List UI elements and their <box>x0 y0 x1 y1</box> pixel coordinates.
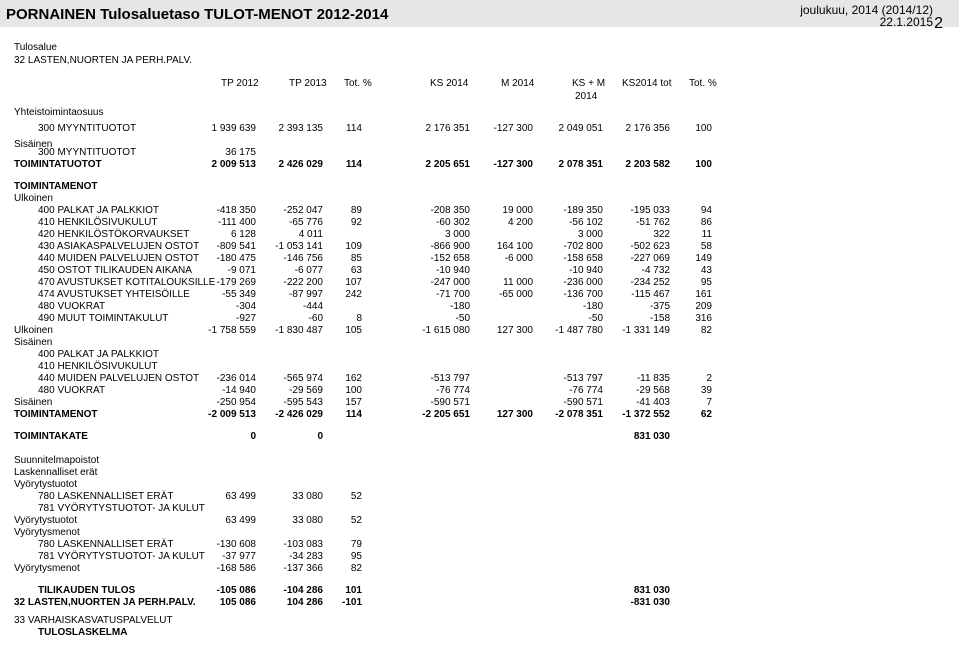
cell-tot1: 105 <box>345 325 362 336</box>
cell-ksm: -56 102 <box>569 217 603 228</box>
cell-kstot: 322 <box>653 229 670 240</box>
cell-tp2013: -87 997 <box>289 289 323 300</box>
cell-tot2: 94 <box>700 205 712 216</box>
row-label: 420 HENKILÖSTÖKORVAUKSET <box>38 229 190 240</box>
row-label: Sisäinen <box>14 397 53 408</box>
cell-kstot: -4 732 <box>641 265 670 276</box>
cell-tot1: 79 <box>350 539 362 550</box>
cell-ks2014: -60 302 <box>436 217 470 228</box>
col-header-tot2: Tot. % <box>689 78 717 89</box>
cell-ksm: 3 000 <box>577 229 603 240</box>
row-label: 400 PALKAT JA PALKKIOT <box>38 349 159 360</box>
col-header-tp2013: TP 2013 <box>289 78 327 89</box>
cell-tot1: 8 <box>356 313 362 324</box>
cell-tp2013: -104 286 <box>283 585 323 596</box>
cell-ksm: -180 <box>582 301 603 312</box>
cell-tot2: 7 <box>706 397 712 408</box>
cell-tp2012: -927 <box>235 313 256 324</box>
cell-kstot: -158 <box>649 313 670 324</box>
cell-kstot: -115 467 <box>631 289 670 300</box>
cell-kstot: 831 030 <box>633 585 670 596</box>
cell-ksm: 2 049 051 <box>558 123 603 134</box>
row-label: 490 MUUT TOIMINTAKULUT <box>38 313 169 324</box>
row-label: 781 VYÖRYTYSTUOTOT- JA KULUT <box>38 503 205 514</box>
report-title: PORNAINEN Tulosaluetaso TULOT-MENOT 2012-2014 <box>6 6 389 23</box>
cell-ks2014: -247 000 <box>430 277 470 288</box>
cell-tp2012: 0 <box>250 431 256 442</box>
cell-tp2012: -105 086 <box>216 585 256 596</box>
cell-tp2012: 2 009 513 <box>211 159 256 170</box>
row-label: Vyörytystuotot <box>14 479 77 490</box>
cell-kstot: -51 762 <box>636 217 670 228</box>
row-label: Suunnitelmapoistot <box>14 455 100 466</box>
cell-tot2: 161 <box>695 289 712 300</box>
cell-tp2012: -168 586 <box>216 563 256 574</box>
cell-tot1: -101 <box>341 597 362 608</box>
cell-tp2012: -1 758 559 <box>208 325 256 336</box>
cell-ks2014: 2 176 351 <box>425 123 470 134</box>
cell-tp2013: -146 756 <box>283 253 323 264</box>
report-print-date: 22.1.2015 <box>879 15 933 29</box>
row-label: 440 MUIDEN PALVELUJEN OSTOT <box>38 253 200 264</box>
row-label: Vyörytysmenot <box>14 527 80 538</box>
row-label: 430 ASIAKASPALVELUJEN OSTOT <box>38 241 200 252</box>
cell-ks2014: -590 571 <box>430 397 470 408</box>
row-label: 781 VYÖRYTYSTUOTOT- JA KULUT <box>38 551 205 562</box>
cell-tp2012: -37 977 <box>222 551 256 562</box>
cell-kstot: -1 372 552 <box>622 409 670 420</box>
cell-tot1: 107 <box>345 277 362 288</box>
cell-tp2012: -14 940 <box>222 385 256 396</box>
cell-tp2013: -103 083 <box>283 539 323 550</box>
cell-ksm: -590 571 <box>563 397 603 408</box>
row-label: 450 OSTOT TILIKAUDEN AIKANA <box>38 265 192 276</box>
cell-tp2012: -304 <box>235 301 256 312</box>
cell-tot2: 43 <box>700 265 712 276</box>
row-label: Vyörytystuotot <box>14 515 77 526</box>
cell-ksm: -2 078 351 <box>555 409 603 420</box>
cell-kstot: -227 069 <box>630 253 670 264</box>
cell-tp2013: 33 080 <box>292 515 323 526</box>
cell-tot2: 62 <box>700 409 712 420</box>
cell-tot2: 95 <box>700 277 712 288</box>
cell-tot1: 92 <box>350 217 362 228</box>
cell-kstot: -375 <box>649 301 670 312</box>
cell-tp2012: -179 269 <box>216 277 256 288</box>
cell-ksm: -158 658 <box>563 253 603 264</box>
cell-tp2013: -222 200 <box>283 277 323 288</box>
cell-tp2013: -1 053 141 <box>275 241 323 252</box>
cell-kstot: 2 176 356 <box>625 123 670 134</box>
cell-ks2014: -152 658 <box>430 253 470 264</box>
cell-kstot: -831 030 <box>630 597 670 608</box>
cell-ksm: -10 940 <box>569 265 603 276</box>
cell-ks2014: -208 350 <box>430 205 470 216</box>
cell-tp2012: 63 499 <box>225 515 256 526</box>
cell-tot1: 52 <box>350 515 362 526</box>
row-label: TILIKAUDEN TULOS <box>38 585 136 596</box>
cell-ksm: -189 350 <box>563 205 603 216</box>
cell-tot1: 95 <box>350 551 362 562</box>
cell-tot2: 11 <box>701 229 712 240</box>
row-label: 480 VUOKRAT <box>38 385 106 396</box>
cell-kstot: -195 033 <box>630 205 670 216</box>
cell-m2014: -65 000 <box>499 289 533 300</box>
col-header-ksm: KS + M <box>572 78 606 89</box>
row-label: 480 VUOKRAT <box>38 301 106 312</box>
row-label: 780 LASKENNALLISET ERÄT <box>38 491 174 502</box>
cell-m2014: -127 300 <box>493 123 533 134</box>
cell-tot1: 114 <box>345 409 362 420</box>
row-label: Vyörytysmenot <box>14 563 80 574</box>
cell-kstot: -234 252 <box>630 277 670 288</box>
cell-kstot: -29 568 <box>636 385 670 396</box>
row-label: 780 LASKENNALLISET ERÄT <box>38 539 174 550</box>
cell-tot2: 86 <box>700 217 712 228</box>
cell-tp2013: 2 426 029 <box>278 159 323 170</box>
col-header-m2014: M 2014 <box>501 78 535 89</box>
cell-kstot: -11 835 <box>636 373 670 384</box>
cell-tot1: 82 <box>350 563 362 574</box>
cell-ks2014: -180 <box>449 301 470 312</box>
cell-tp2013: -137 366 <box>283 563 323 574</box>
col-header-ksm-year: 2014 <box>575 91 598 102</box>
cell-tot2: 2 <box>706 373 712 384</box>
cell-tp2012: -809 541 <box>216 241 256 252</box>
cell-tp2012: -418 350 <box>216 205 256 216</box>
cell-tp2013: -444 <box>302 301 323 312</box>
cell-tot1: 157 <box>345 397 362 408</box>
cell-tot1: 109 <box>345 241 362 252</box>
cell-m2014: 127 300 <box>496 325 533 336</box>
cell-tp2012: 105 086 <box>219 597 256 608</box>
cell-tot1: 101 <box>345 585 362 596</box>
cell-ks2014: -76 774 <box>436 385 470 396</box>
row-label: 300 MYYNTITUOTOT <box>38 147 137 158</box>
row-label: TOIMINTAKATE <box>14 431 88 442</box>
row-label: 474 AVUSTUKSET YHTEISÖILLE <box>38 289 190 300</box>
col-header-kstot: KS2014 tot <box>622 78 672 89</box>
cell-tp2013: -34 283 <box>289 551 323 562</box>
row-label: Ulkoinen <box>14 193 53 204</box>
cell-tp2012: 1 939 639 <box>211 123 256 134</box>
cell-kstot: 2 203 582 <box>625 159 670 170</box>
cell-ks2014: 3 000 <box>444 229 470 240</box>
cell-tot2: 100 <box>695 159 712 170</box>
cell-tot1: 100 <box>345 385 362 396</box>
row-label: Sisäinen <box>14 337 53 348</box>
row-label: Laskennalliset erät <box>14 467 98 478</box>
cell-m2014: -6 000 <box>504 253 533 264</box>
cell-ks2014: 2 205 651 <box>425 159 470 170</box>
cell-ks2014: -2 205 651 <box>422 409 470 420</box>
cell-tot2: 316 <box>695 313 712 324</box>
unit-type-label: Tulosalue <box>14 42 57 53</box>
row-label: 470 AVUSTUKSET KOTITALOUKSILLE <box>38 277 216 288</box>
cell-tp2012: -9 071 <box>227 265 256 276</box>
cell-m2014: 19 000 <box>502 205 533 216</box>
cell-m2014: 4 200 <box>507 217 533 228</box>
cell-tp2013: -565 974 <box>283 373 323 384</box>
cell-tp2013: 104 286 <box>286 597 323 608</box>
cell-tp2013: 33 080 <box>292 491 323 502</box>
cell-tot1: 63 <box>350 265 362 276</box>
row-label: 33 VARHAISKASVATUSPALVELUT <box>14 615 173 626</box>
cell-tp2013: 0 <box>317 431 323 442</box>
unit-name: 32 LASTEN,NUORTEN JA PERH.PALV. <box>14 55 193 66</box>
row-label: TULOSLASKELMA <box>38 627 128 638</box>
col-header-tp2012: TP 2012 <box>221 78 259 89</box>
cell-tot1: 114 <box>345 159 362 170</box>
row-label: 400 PALKAT JA PALKKIOT <box>38 205 159 216</box>
cell-m2014: 11 000 <box>503 277 533 288</box>
cell-tp2012: 36 175 <box>225 147 256 158</box>
cell-ksm: -1 487 780 <box>555 325 603 336</box>
row-label: 32 LASTEN,NUORTEN JA PERH.PALV. <box>14 597 196 608</box>
cell-tp2012: -2 009 513 <box>208 409 256 420</box>
row-label: 440 MUIDEN PALVELUJEN OSTOT <box>38 373 200 384</box>
cell-tp2013: -2 426 029 <box>275 409 323 420</box>
cell-ksm: -702 800 <box>563 241 603 252</box>
cell-ksm: -76 774 <box>569 385 603 396</box>
cell-tot1: 89 <box>350 205 362 216</box>
cell-tot1: 52 <box>350 491 362 502</box>
row-label: 410 HENKILÖSIVUKULUT <box>38 361 158 372</box>
cell-ks2014: -513 797 <box>430 373 470 384</box>
page-number: 2 <box>934 15 943 32</box>
cell-ks2014: -10 940 <box>436 265 470 276</box>
row-label: 300 MYYNTITUOTOT <box>38 123 137 134</box>
row-label: TOIMINTATUOTOT <box>14 159 102 170</box>
cell-tp2013: -252 047 <box>283 205 323 216</box>
cell-tp2012: -180 475 <box>216 253 256 264</box>
cell-tot1: 114 <box>346 123 362 134</box>
row-label: TOIMINTAMENOT <box>14 409 98 420</box>
cell-tot1: 242 <box>345 289 362 300</box>
row-label: 410 HENKILÖSIVUKULUT <box>38 217 158 228</box>
cell-m2014: 127 300 <box>496 409 533 420</box>
cell-tp2012: -236 014 <box>216 373 256 384</box>
cell-tp2012: -55 349 <box>222 289 256 300</box>
row-label: Sisäinen <box>14 139 53 150</box>
cell-tot2: 149 <box>695 253 712 264</box>
cell-kstot: -41 403 <box>636 397 670 408</box>
cell-tp2013: 2 393 135 <box>278 123 323 134</box>
cell-m2014: 164 100 <box>496 241 533 252</box>
cell-ks2014: -1 615 080 <box>422 325 470 336</box>
cell-tp2012: -111 400 <box>218 217 256 228</box>
cell-tot2: 39 <box>700 385 712 396</box>
cell-kstot: 831 030 <box>633 431 670 442</box>
cell-ks2014: -71 700 <box>436 289 470 300</box>
cell-tp2012: 6 128 <box>230 229 256 240</box>
cell-kstot: -1 331 149 <box>622 325 670 336</box>
report-header <box>0 0 959 32</box>
cell-tp2013: -60 <box>308 313 323 324</box>
cell-tot2: 100 <box>695 123 712 134</box>
report-date: joulukuu, 2014 (2014/12) <box>800 3 933 17</box>
col-header-ks2014: KS 2014 <box>430 78 469 89</box>
cell-tp2012: -130 608 <box>216 539 256 550</box>
cell-tot2: 58 <box>700 241 712 252</box>
cell-tp2013: -1 830 487 <box>275 325 323 336</box>
cell-ksm: -513 797 <box>563 373 603 384</box>
cell-ksm: -236 000 <box>563 277 603 288</box>
cell-m2014: -127 300 <box>493 159 533 170</box>
row-label: Ulkoinen <box>14 325 53 336</box>
cell-tot1: 85 <box>350 253 362 264</box>
cell-tp2012: -250 954 <box>216 397 256 408</box>
cell-tp2012: 63 499 <box>225 491 256 502</box>
row-label: Yhteistoimintaosuus <box>14 107 104 118</box>
col-header-tot1: Tot. % <box>344 78 372 89</box>
cell-tp2013: -29 569 <box>289 385 323 396</box>
row-label: TOIMINTAMENOT <box>14 181 98 192</box>
cell-tot2: 82 <box>700 325 712 336</box>
cell-ks2014: -50 <box>455 313 470 324</box>
cell-ksm: -50 <box>588 313 603 324</box>
cell-ks2014: -866 900 <box>430 241 470 252</box>
cell-ksm: 2 078 351 <box>558 159 603 170</box>
cell-ksm: -136 700 <box>563 289 603 300</box>
cell-tot1: 162 <box>345 373 362 384</box>
cell-tp2013: 4 011 <box>298 229 323 240</box>
cell-tp2013: -65 776 <box>289 217 323 228</box>
cell-tot2: 209 <box>695 301 712 312</box>
cell-tp2013: -595 543 <box>283 397 323 408</box>
cell-tp2013: -6 077 <box>294 265 323 276</box>
cell-kstot: -502 623 <box>630 241 670 252</box>
